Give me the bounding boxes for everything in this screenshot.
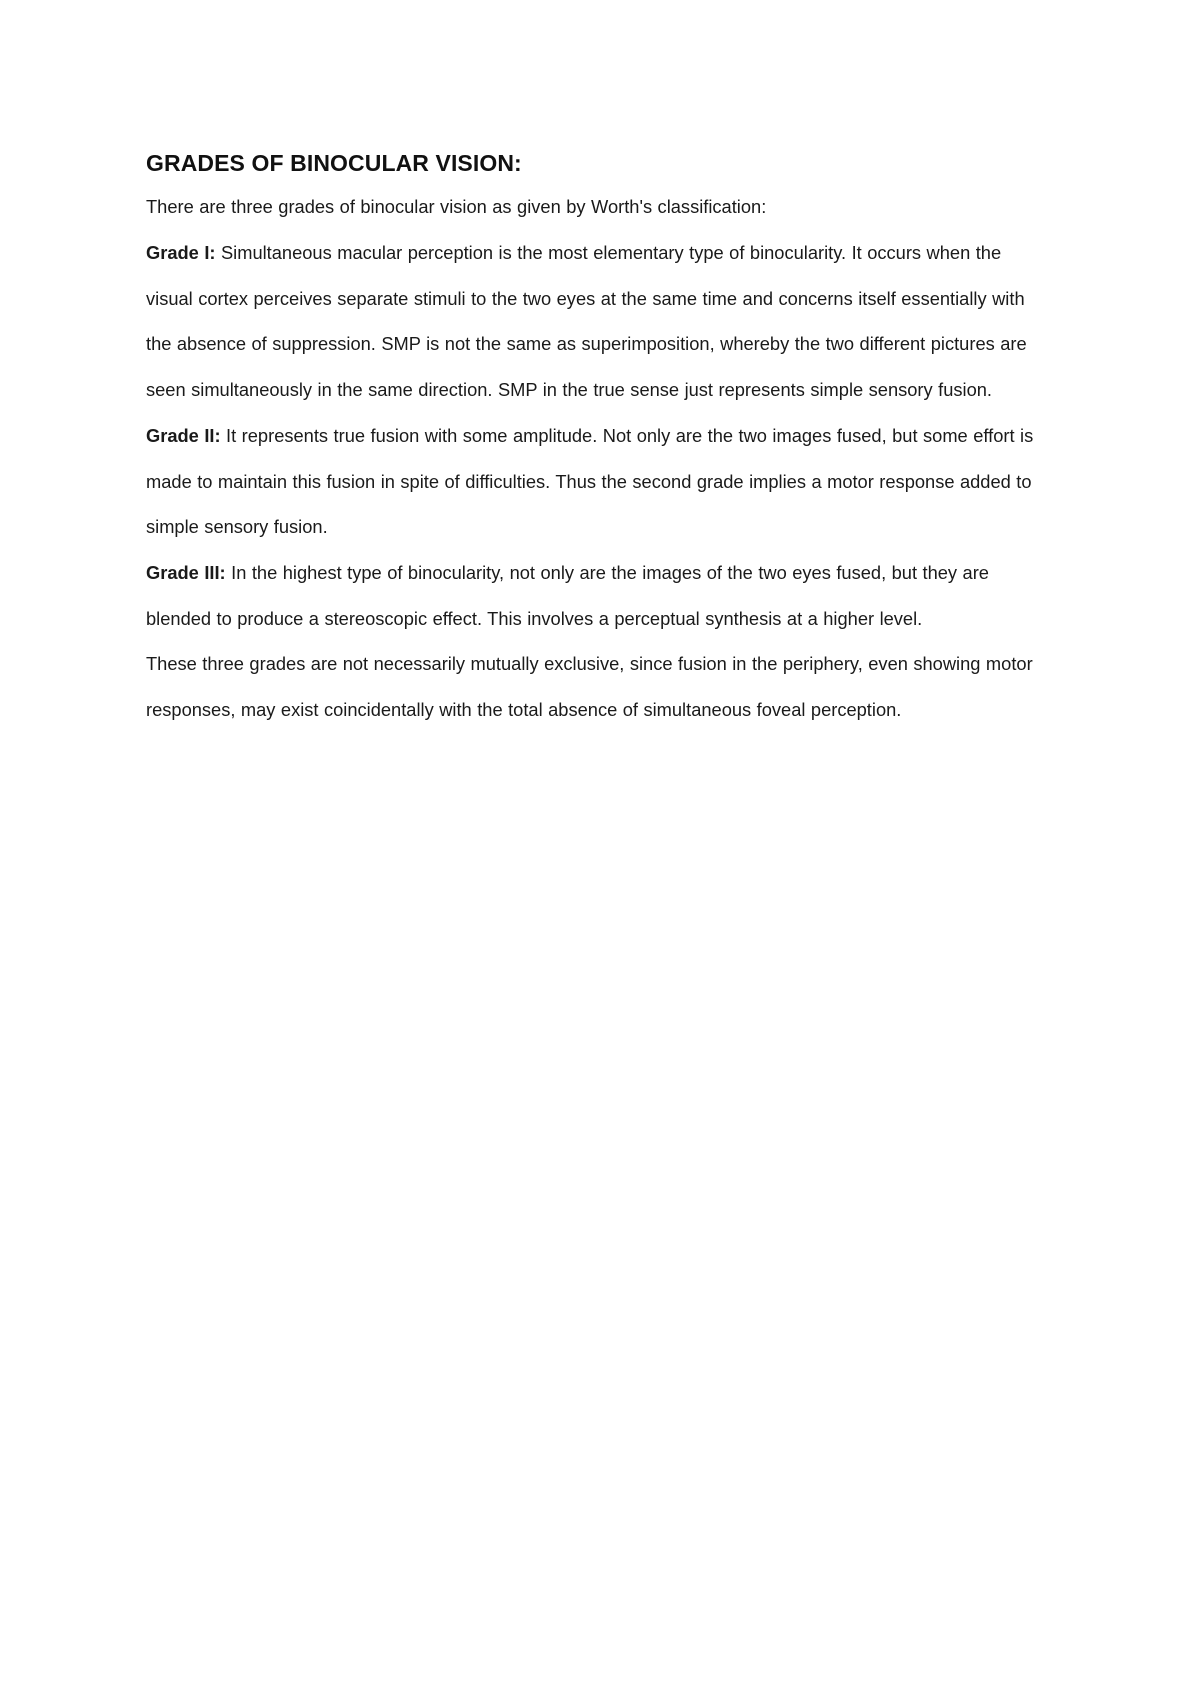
document-body [146, 188, 1046, 733]
grade-3-label: Grade III: [146, 561, 226, 583]
intro-paragraph: There are three grades of binocular vision as given by Worth's classification: [146, 196, 767, 217]
grade-2-paragraph [146, 413, 1046, 550]
closing-paragraph: These three grades are not necessarily mutually exclusive, since fusion in the periphery, even showing motor responses, may exist coincidentally with the total absence of simultaneous foveal perception. [146, 653, 1033, 721]
grade-3-paragraph [146, 550, 1046, 641]
document-title: GRADES OF BINOCULAR VISION: [146, 150, 522, 176]
grade-3-text: In the highest type of binocularity, not only are the images of the two eyes fused, but they are blended to produce a stereoscopic effect. This involves a perceptual synthesis at a higher level. [146, 561, 989, 629]
grade-2-label: Grade II: [146, 424, 221, 446]
document-content [146, 148, 1046, 733]
grade-1-paragraph [146, 230, 1046, 413]
grade-1-label: Grade I: [146, 242, 216, 263]
grade-2-text: It represents true fusion with some amplitude. Not only are the two images fused, but some effort is made to maintain this fusion in spite of difficulties. Thus the second grade implies a motor response added to simple sensory fusion. [146, 424, 1034, 538]
grade-1-text: Simultaneous macular perception is the most elementary type of binocularity. It occurs when the visual cortex perceives separate stimuli to the two eyes at the same time and concerns itself essentially with the absence of suppression. SMP is not the same as superimposition, whereby the two different pictures are seen simultaneously in the same direction. SMP in the true sense just represents simple sensory fusion. [146, 242, 1027, 401]
